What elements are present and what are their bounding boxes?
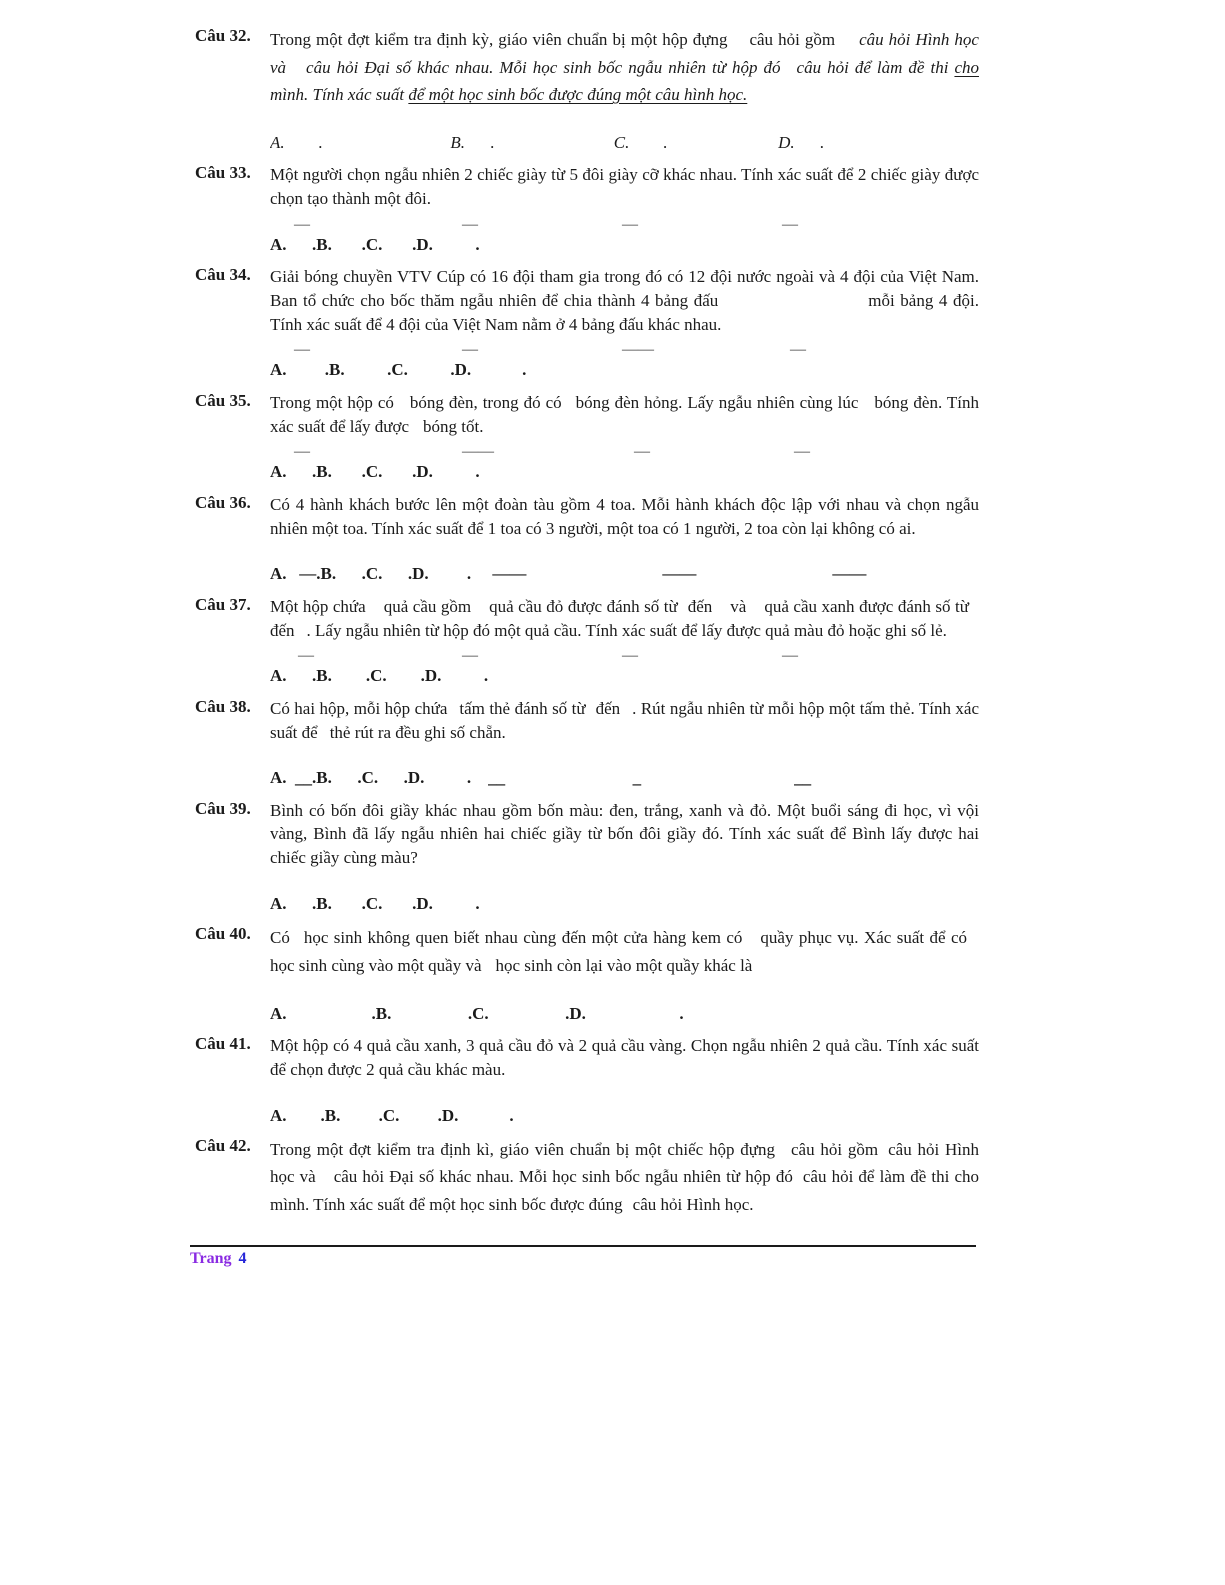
text-run: mỗi bảng 4 đội. Tính xác suất để 4 đội của Việt Nam nằm ở 4 bảng đấu khác nhau. xyxy=(270,290,979,334)
text-run: Một hộp chứa xyxy=(270,596,366,616)
question-text xyxy=(270,924,979,979)
text-run: Một người chọn ngẫu nhiên 2 chiếc giày từ 5 đôi giày cỡ khác nhau. Tính xác suất để 2 chiếc giày được chọn tạo thành một đôi. xyxy=(270,164,979,208)
text-run: học sinh cùng vào một quầy và xyxy=(270,956,482,975)
text-run: đến xyxy=(687,596,713,616)
question-text xyxy=(270,163,979,211)
formula-blank xyxy=(562,407,576,408)
question-content xyxy=(270,697,979,795)
text-run: đến xyxy=(270,620,295,640)
formula-blank xyxy=(742,942,760,943)
page-footer xyxy=(190,1245,979,1268)
text-run: Trong một hộp có xyxy=(270,392,394,412)
question-content xyxy=(270,1034,979,1132)
text-run: Trong một đợt kiểm tra định kì, giáo viên chuẩn bị một chiếc hộp đựng xyxy=(270,1139,775,1159)
formula-blank xyxy=(316,1181,334,1182)
formula-blank xyxy=(835,44,859,45)
text-run: bóng đèn. Tính xác suất để lấy được xyxy=(270,392,979,436)
answer-options-row: A. .B. .C. .D. . xyxy=(270,360,527,380)
question-content xyxy=(270,163,979,261)
fraction-bars-row: — — — — xyxy=(270,216,798,233)
question-content xyxy=(270,1136,979,1219)
formula-blank xyxy=(482,970,496,971)
text-run: . Rút ngẫu nhiên từ mỗi hộp một tấm thẻ. Tính xác suất để xyxy=(270,698,980,742)
question-content xyxy=(270,493,979,591)
question-list xyxy=(190,26,979,1219)
text-run: Có hai hộp, mỗi hộp chứa xyxy=(270,698,448,718)
text-run: quả cầu xanh được đánh số từ xyxy=(764,596,969,616)
text-run: bóng tốt. xyxy=(423,416,484,436)
text-run: câu hỏi Đại số khác nhau. Mỗi học sinh bốc ngẫu nhiên từ hộp đó xyxy=(333,1167,793,1187)
question-34 xyxy=(190,265,979,387)
text-run: quả cầu gồm xyxy=(383,596,472,616)
text-run: câu hỏi Hình học. xyxy=(632,1194,754,1214)
question-content xyxy=(270,595,979,693)
question-number: Câu 36. xyxy=(195,492,251,512)
text-run: thẻ rút ra đều ghi số chẵn. xyxy=(329,722,506,742)
formula-blank xyxy=(394,407,410,408)
formula-blank xyxy=(678,611,688,612)
text-run: cho xyxy=(954,57,979,77)
formula-blank xyxy=(793,1181,803,1182)
text-run: câu hỏi để làm đề thi cho mình. Tính xác suất để một học sinh bốc được đúng xyxy=(270,1167,979,1214)
question-text xyxy=(270,595,979,643)
text-run: câu hỏi Hình học và xyxy=(270,30,979,77)
text-run: câu hỏi để làm đề thi xyxy=(796,57,955,77)
question-content xyxy=(270,26,979,159)
answer-options-row: A. .B. .C. .D. . xyxy=(270,894,480,914)
text-run: Có xyxy=(270,928,290,948)
fraction-bars-row: — — —— — xyxy=(270,342,806,359)
formula-blank xyxy=(471,611,489,612)
question-42 xyxy=(190,1136,979,1219)
formula-blank xyxy=(969,611,979,612)
question-number: Câu 41. xyxy=(195,1033,251,1053)
text-run: bóng đèn hỏng. Lấy ngẫu nhiên cùng lúc xyxy=(575,392,859,412)
formula-blank xyxy=(727,44,749,45)
question-content xyxy=(270,265,979,387)
footer-page-number: 4 xyxy=(238,1249,247,1267)
text-run: học sinh còn lại vào một quầy khác là xyxy=(495,956,753,975)
formula-blank xyxy=(409,431,423,432)
fraction-bars-row: — —— — — xyxy=(270,444,810,461)
text-run: Bình có bốn đôi giầy khác nhau gồm bốn màu: đen, trắng, xanh và đỏ. Một buổi sáng đi học, vì vội vàng, Bình đã lấy ngẫu nhiên hai chiếc giầy từ bốn đôi giầy đó. Tính xác suất để Bình lấy được hai chiếc giầy cùng màu? xyxy=(270,800,979,868)
answer-options-row: A. .B. .C. .D. . xyxy=(270,1105,514,1125)
footer-page-label: Trang xyxy=(190,1249,232,1267)
question-text xyxy=(270,493,979,541)
formula-blank xyxy=(781,72,797,73)
question-text xyxy=(270,1034,979,1082)
formula-blank xyxy=(858,407,874,408)
question-37 xyxy=(190,595,979,693)
text-run: tấm thẻ đánh số từ xyxy=(459,698,586,718)
question-content xyxy=(270,924,979,1029)
formula-blank xyxy=(286,72,306,73)
formula-blank xyxy=(967,942,979,943)
formula-blank xyxy=(586,713,596,714)
answer-options-row: A. .B. .C. .D. . xyxy=(270,666,489,686)
formula-blank xyxy=(718,305,868,306)
question-content xyxy=(270,799,979,921)
question-32 xyxy=(190,26,979,159)
text-run: câu hỏi gồm xyxy=(749,30,836,49)
question-number: Câu 42. xyxy=(195,1135,251,1155)
question-number: Câu 32. xyxy=(195,26,251,45)
question-number: Câu 39. xyxy=(195,798,251,818)
answer-options-row: A. .B. .C. .D. . xyxy=(270,234,480,254)
text-run: Có 4 hành khách bước lên một đoàn tàu gồm 4 toa. Mỗi hành khách độc lập với nhau và chọn ngẫu nhiên một toa. Tính xác suất để 1 toa có 3 người, một toa có 1 người, 2 toa còn lại không có ai. xyxy=(270,494,979,538)
text-run: quầy phục vụ. Xác suất để có xyxy=(760,928,968,948)
answer-options-row: A. —.B. .C. .D. . —— —— —— xyxy=(270,564,867,584)
text-run: Một hộp có 4 quả cầu xanh, 3 quả cầu đỏ và 2 quả cầu vàng. Chọn ngẫu nhiên 2 quả cầu. Tính xác suất để chọn được 2 quả cầu khác màu. xyxy=(270,1035,979,1079)
text-run: quả cầu đỏ được đánh số từ xyxy=(489,596,678,616)
text-run: câu hỏi Đại số khác nhau. Mỗi học sinh bốc ngẫu nhiên từ hộp đó xyxy=(306,57,781,77)
formula-blank xyxy=(318,737,330,738)
formula-blank xyxy=(712,611,730,612)
footer-text xyxy=(190,1250,979,1268)
question-38 xyxy=(190,697,979,795)
question-33 xyxy=(190,163,979,261)
answer-options-row: A. __.B. .C. .D. . __ _ __ xyxy=(270,768,812,788)
text-run: Giải bóng chuyền VTV Cúp có 16 đội tham gia trong đó có 12 đội nước ngoài và 4 đội của Việt Nam. Ban tổ chức cho bốc thăm ngẫu nhiên để chia thành 4 bảng đấu xyxy=(270,266,979,310)
question-text xyxy=(270,265,979,336)
question-number: Câu 33. xyxy=(195,162,251,182)
question-text xyxy=(270,391,979,439)
question-number: Câu 40. xyxy=(195,924,251,944)
question-number: Câu 35. xyxy=(195,390,251,410)
question-40 xyxy=(190,924,979,1029)
footer-divider xyxy=(190,1245,976,1247)
answer-options-row: A. . B. . C. . D. . xyxy=(270,132,825,152)
formula-blank xyxy=(620,713,632,714)
question-text xyxy=(270,697,979,745)
text-run: học sinh không quen biết nhau cùng đến một cửa hàng kem có xyxy=(303,928,743,948)
formula-blank xyxy=(295,635,307,636)
text-run: mình. Tính xác suất xyxy=(270,85,409,105)
question-text xyxy=(270,1136,979,1219)
question-text xyxy=(270,799,979,870)
text-run: câu hỏi Hình học và xyxy=(270,1139,979,1187)
text-run: bóng đèn, trong đó có xyxy=(409,392,562,412)
text-run: câu hỏi gồm xyxy=(791,1139,879,1159)
question-35 xyxy=(190,391,979,489)
question-number: Câu 37. xyxy=(195,594,251,614)
question-content xyxy=(270,391,979,489)
text-run: Trong một đợt kiểm tra định kỳ, giáo viên chuẩn bị một hộp đựng xyxy=(270,30,728,49)
text-run: đến xyxy=(595,698,621,718)
question-39 xyxy=(190,799,979,921)
fraction-bars-row: — — — — xyxy=(270,648,798,665)
formula-blank xyxy=(775,1154,791,1155)
text-run: và xyxy=(730,596,747,616)
text-run: . Lấy ngẫu nhiên từ hộp đó một quả cầu. Tính xác suất để lấy được quả màu đỏ hoặc ghi số lẻ. xyxy=(306,620,947,640)
formula-blank xyxy=(746,611,764,612)
question-36 xyxy=(190,493,979,591)
formula-blank xyxy=(878,1154,888,1155)
answer-options-row: A. .B. .C. .D. . xyxy=(270,1003,684,1023)
formula-blank xyxy=(447,713,459,714)
answer-options-row: A. .B. .C. .D. . xyxy=(270,462,480,482)
question-number: Câu 38. xyxy=(195,696,251,716)
question-text xyxy=(270,26,979,109)
formula-blank xyxy=(366,611,384,612)
question-41 xyxy=(190,1034,979,1132)
formula-blank xyxy=(623,1209,633,1210)
text-run: để một học sinh bốc được đúng một câu hình học. xyxy=(408,85,748,105)
formula-blank xyxy=(290,942,304,943)
question-number: Câu 34. xyxy=(195,264,251,284)
